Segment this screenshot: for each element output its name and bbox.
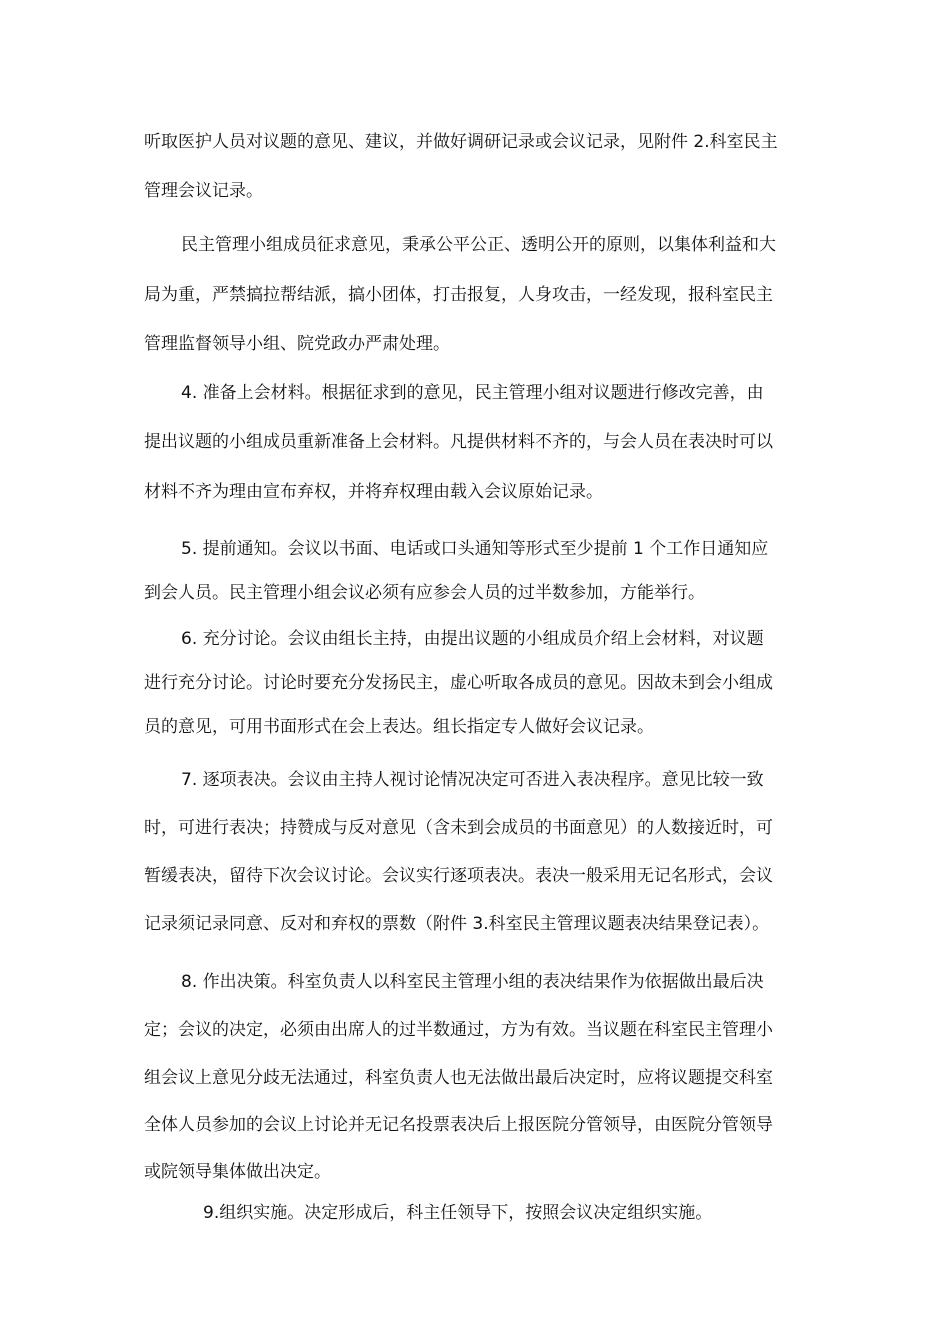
text-line: 局为重，严禁搞拉帮结派，搞小团体，打击报复，人身攻击，一经发现，报科室民主: [144, 285, 773, 305]
text-line: 管理会议记录。: [144, 181, 263, 201]
text-line: 员的意见，可用书面形式在会上表达。组长指定专人做好会议记录。: [144, 717, 654, 737]
text-line: 材料不齐为理由宣布弃权，并将弃权理由载入会议原始记录。: [144, 482, 603, 502]
text-line: 提出议题的小组成员重新准备上会材料。凡提供材料不齐的，与会人员在表决时可以: [144, 432, 773, 452]
text-line: 进行充分讨论。讨论时要充分发扬民主，虚心听取各成员的意见。因故未到会小组成: [144, 673, 773, 693]
text-line: 暂缓表决，留待下次会议讨论。会议实行逐项表决。表决一般采用无记名形式，会议: [144, 866, 773, 886]
text-line: 全体人员参加的会议上讨论并无记名投票表决后上报医院分管领导，由医院分管领导: [144, 1115, 773, 1135]
text-line: 民主管理小组成员征求意见，秉承公平公正、透明公开的原则，以集体利益和大: [181, 235, 776, 255]
text-line: 6. 充分讨论。会议由组长主持，由提出议题的小组成员介绍上会材料，对议题: [181, 629, 764, 649]
text-line: 时，可进行表决；持赞成与反对意见（含未到会成员的书面意见）的人数接近时，可: [144, 818, 773, 838]
text-line: 4. 准备上会材料。根据征求到的意见，民主管理小组对议题进行修改完善，由: [181, 383, 764, 403]
text-line: 组会议上意见分歧无法通过，科室负责人也无法做出最后决定时，应将议题提交科室: [144, 1068, 773, 1088]
text-line: 8. 作出决策。科室负责人以科室民主管理小组的表决结果作为依据做出最后决: [181, 972, 764, 992]
text-line: 定；会议的决定，必须由出席人的过半数通过，方为有效。当议题在科室民主管理小: [144, 1020, 773, 1040]
text-line: 管理监督领导小组、院党政办严肃处理。: [144, 334, 450, 354]
text-line: 9.组织实施。决定形成后，科主任领导下，按照会议决定组织实施。: [203, 1203, 713, 1223]
text-line: 记录须记录同意、反对和弃权的票数（附件 3.科室民主管理议题表决结果登记表）。: [144, 914, 770, 934]
text-line: 或院领导集体做出决定。: [144, 1162, 331, 1182]
text-line: 到会人员。民主管理小组会议必须有应参会人员的过半数参加，方能举行。: [144, 583, 705, 603]
text-line: 5. 提前通知。会议以书面、电话或口头通知等形式至少提前 1 个工作日通知应: [181, 539, 769, 559]
text-line: 7. 逐项表决。会议由主持人视讨论情况决定可否进入表决程序。意见比较一致: [181, 770, 764, 790]
text-line: 听取医护人员对议题的意见、建议，并做好调研记录或会议记录，见附件 2.科室民主: [144, 132, 778, 152]
